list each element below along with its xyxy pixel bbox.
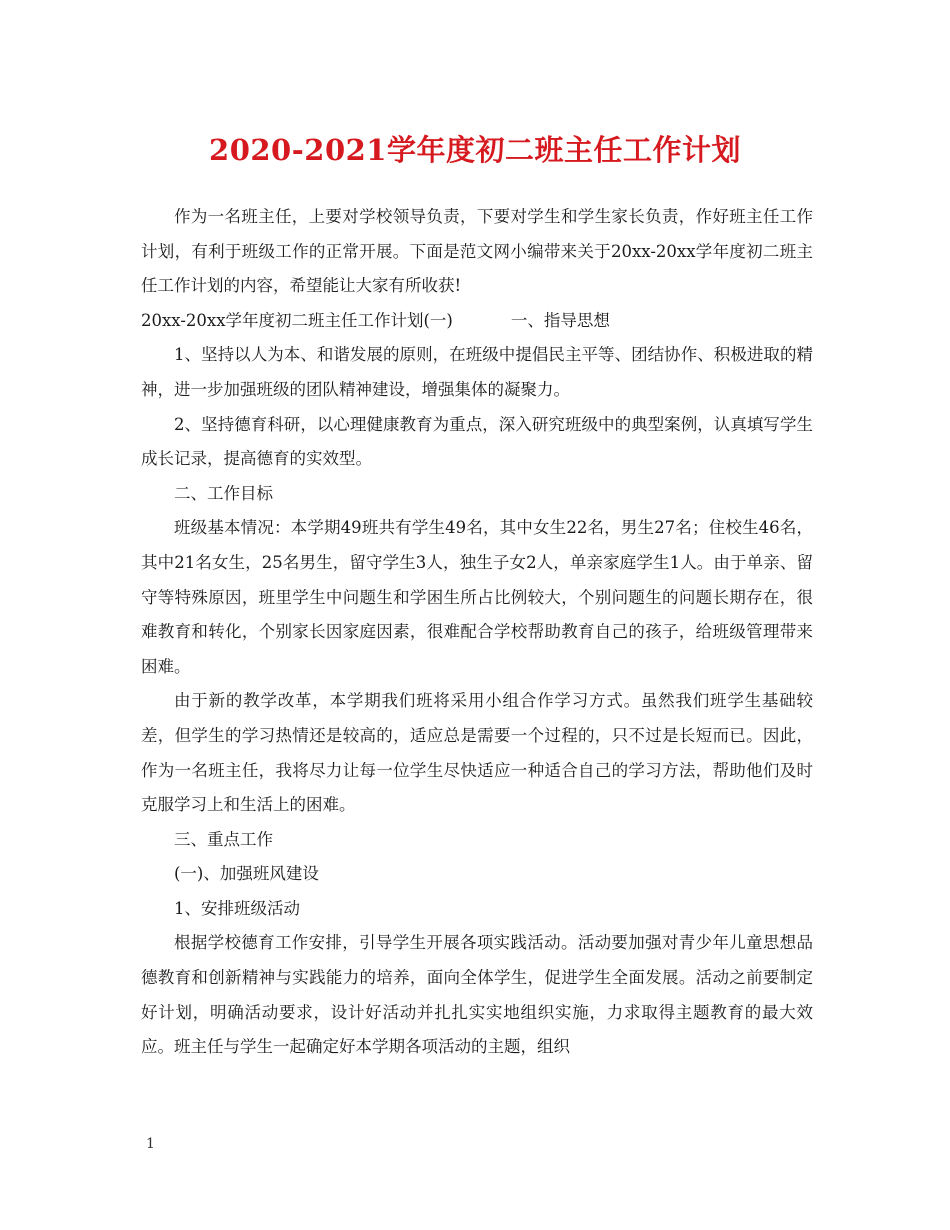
guiding-thought-heading: 一、指导思想 bbox=[510, 310, 610, 330]
plan-subtitle: 20xx-20xx学年度初二班主任工作计划(一) bbox=[141, 310, 453, 330]
key-work-heading: 三、重点工作 bbox=[174, 829, 273, 849]
section-heading-line bbox=[141, 304, 813, 339]
document-title: 2020-2021学年度初二班主任工作计划 bbox=[209, 133, 741, 167]
class-style-heading: (一)、加强班风建设 bbox=[174, 864, 319, 884]
activities-paragraph: 根据学校德育工作安排，引导学生开展各项实践活动。活动要加强对青少年儿童思想品德教育和创新精神与实践能力的培养，面向全体学生，促进学生全面发展。活动之前要制定好计划，明确活动要求，设计好活动并扎扎实实地组织实施，力求取得主题教育的最大效应。班主任与学生一起确定好本学期各项活动的主题，组织 bbox=[141, 933, 813, 1057]
work-goals-heading: 二、工作目标 bbox=[174, 483, 273, 503]
class-activities-heading: 1、安排班级活动 bbox=[174, 898, 300, 918]
teaching-reform-paragraph: 由于新的教学改革，本学期我们班将采用小组合作学习方式。虽然我们班学生基础较差，但学生的学习热情还是较高的，适应总是需要一个过程的，只不过是长短而已。因此，作为一名班主任，我将尽力让每一位学生尽快适应一种适合自己的学习方法，帮助他们及时克服学习上和生活上的困难。 bbox=[141, 691, 813, 815]
principle-paragraph-1: 1、坚持以人为本、和谐发展的原则，在班级中提倡民主平等、团结协作、积极进取的精神，进一步加强班级的团队精神建设，增强集体的凝聚力。 bbox=[141, 345, 813, 399]
intro-paragraph: 作为一名班主任，上要对学校领导负责，下要对学生和学生家长负责，作好班主任工作计划，有利于班级工作的正常开展。下面是范文网小编带来关于20xx-20xx学年度初二班主任工作计划的内容，希望能让大家有所收获! bbox=[141, 207, 813, 296]
class-situation-paragraph: 班级基本情况：本学期49班共有学生49名，其中女生22名，男生27名；住校生46名，其中21名女生，25名男生，留守学生3人，独生子女2人，单亲家庭学生1人。由于单亲、留守等特殊原因，班里学生中问题生和学困生所占比例较大，个别问题生的问题长期存在，很难教育和转化，个别家长因家庭因素，很难配合学校帮助教育自己的孩子，给班级管理带来困难。 bbox=[141, 518, 813, 676]
document-body bbox=[141, 200, 813, 1065]
principle-paragraph-2: 2、坚持德育科研，以心理健康教育为重点，深入研究班级中的典型案例，认真填写学生成长记录，提高德育的实效型。 bbox=[141, 414, 813, 469]
page-number: 1 bbox=[146, 1136, 155, 1152]
